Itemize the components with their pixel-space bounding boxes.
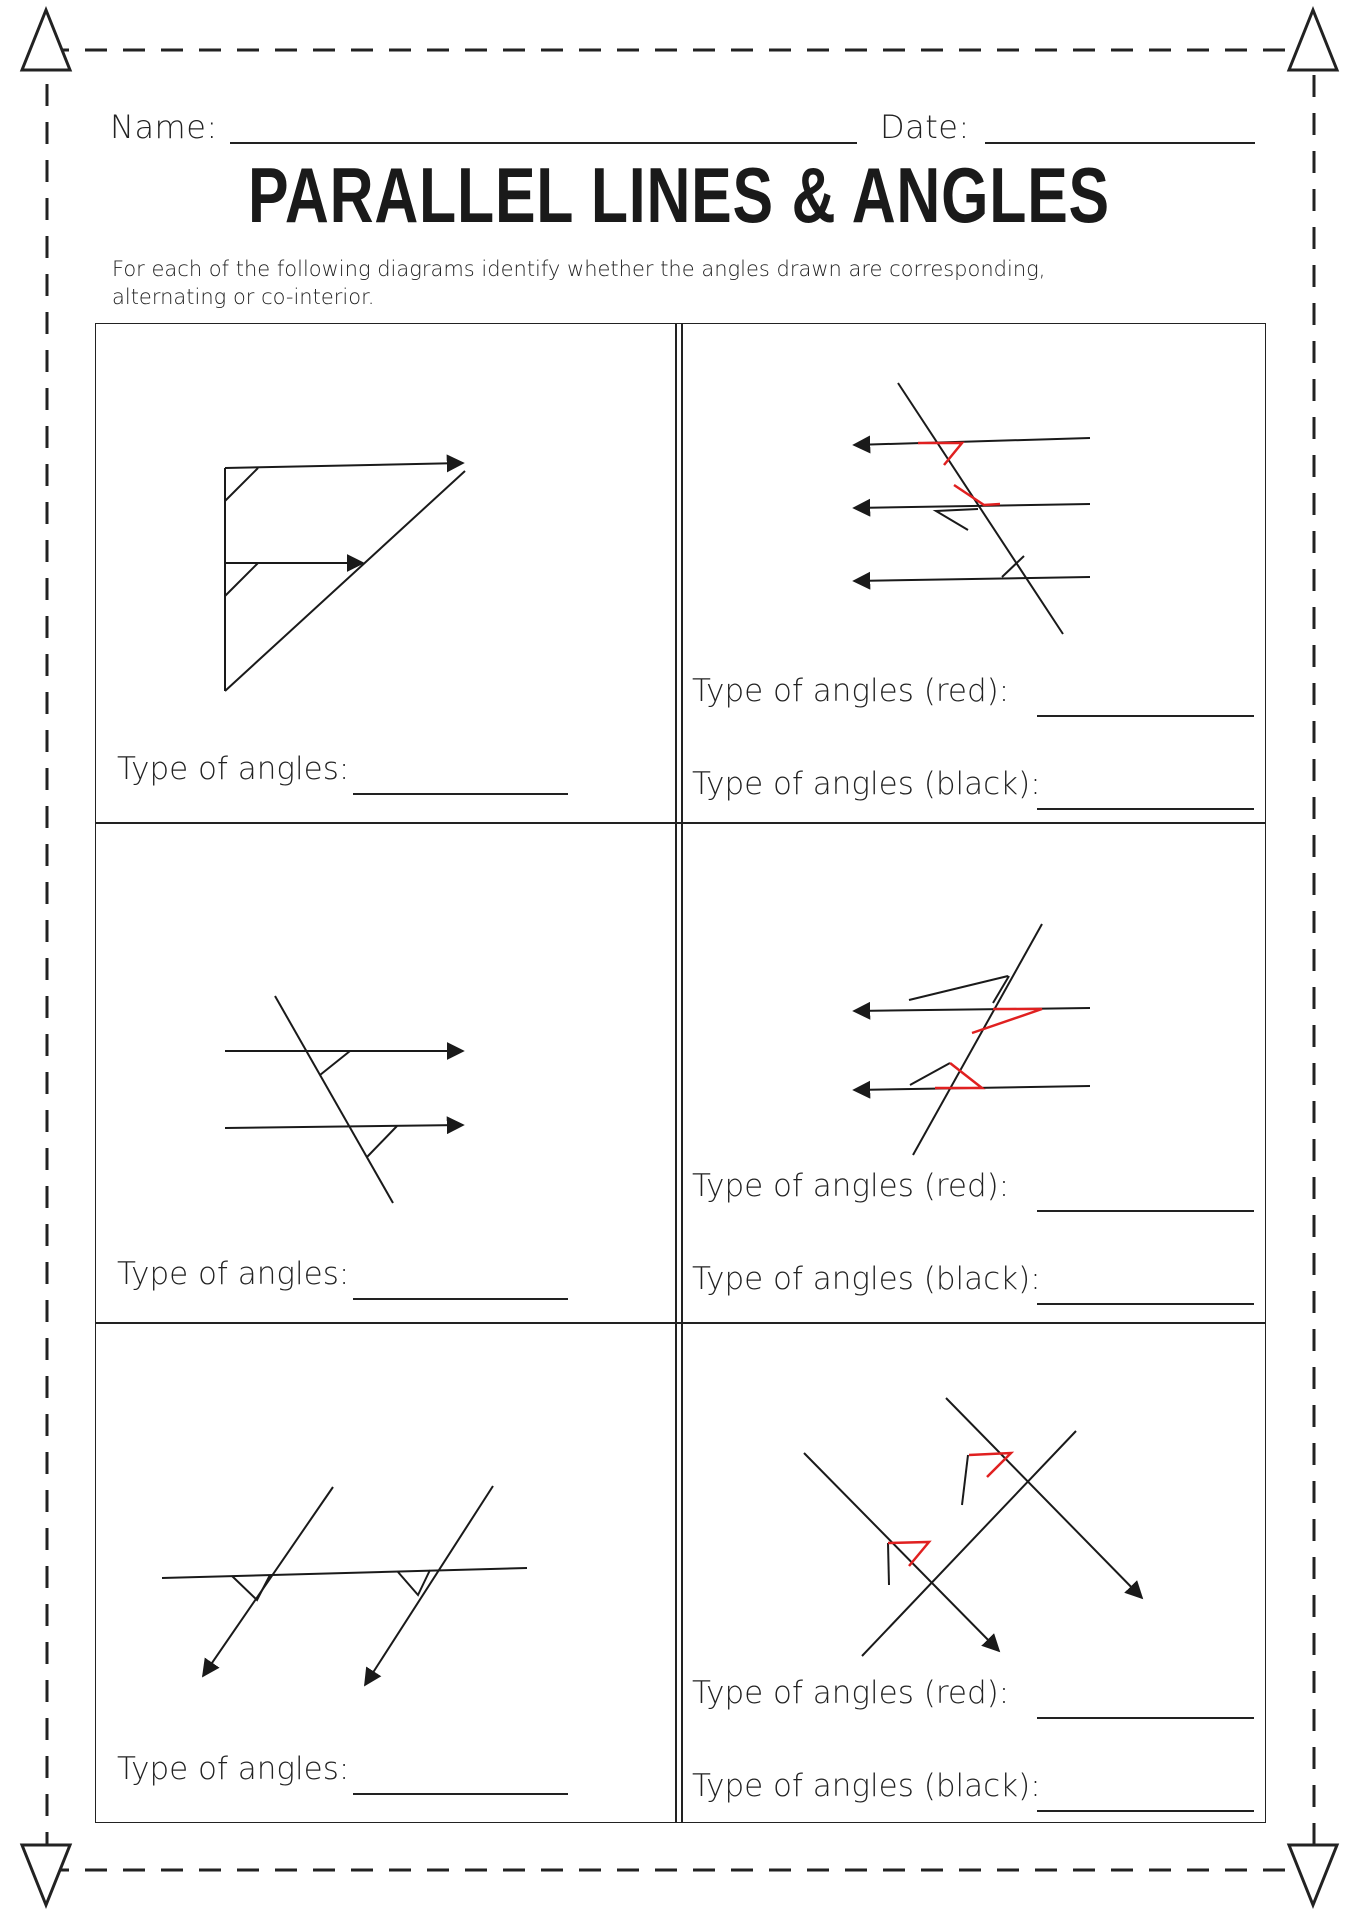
diagram-cell-1 (95, 323, 676, 823)
diagram-cell-2 (682, 323, 1266, 823)
corner-triangle-icon (22, 1845, 70, 1905)
angle-type-label-red: Type of angles (red): (692, 673, 1010, 709)
corner-triangle-icon (1289, 1845, 1337, 1905)
page-title: PARALLEL LINES & ANGLES (248, 151, 1110, 239)
answer-blank[interactable] (353, 1298, 568, 1300)
angle-type-label-red: Type of angles (red): (692, 1168, 1010, 1204)
instructions: For each of the following diagrams identify whether the angles drawn are corresponding, alternating or co-interior. (112, 257, 1046, 309)
angle-type-label: Type of angles: (117, 751, 350, 787)
angle-type-label: Type of angles: (117, 1256, 350, 1292)
date-blank-line[interactable] (985, 142, 1255, 144)
angle-type-label: Type of angles: (117, 1751, 350, 1787)
diagram-6 (682, 1323, 1266, 1823)
diagram-3 (95, 823, 676, 1323)
diagram-cell-6 (682, 1323, 1266, 1823)
worksheet-grid (95, 323, 1266, 1823)
answer-blank-red[interactable] (1037, 715, 1254, 717)
angle-type-label-black: Type of angles (black): (692, 1261, 1041, 1297)
answer-blank-black[interactable] (1037, 1303, 1254, 1305)
date-label: Date: (880, 108, 970, 146)
diagram-2 (682, 323, 1266, 823)
name-blank-line[interactable] (230, 142, 857, 144)
answer-blank-black[interactable] (1037, 808, 1254, 810)
angle-type-label-black: Type of angles (black): (692, 766, 1041, 802)
corner-triangle-icon (22, 10, 70, 70)
answer-blank[interactable] (353, 1793, 568, 1795)
diagram-1 (95, 323, 676, 823)
angle-type-label-red: Type of angles (red): (692, 1675, 1010, 1711)
diagram-4 (682, 823, 1266, 1323)
diagram-5 (95, 1323, 676, 1823)
answer-blank-red[interactable] (1037, 1717, 1254, 1719)
angle-type-label-black: Type of angles (black): (692, 1768, 1041, 1804)
diagram-cell-3 (95, 823, 676, 1323)
answer-blank-black[interactable] (1037, 1810, 1254, 1812)
name-label: Name: (110, 108, 218, 146)
diagram-cell-5 (95, 1323, 676, 1823)
answer-blank[interactable] (353, 793, 568, 795)
answer-blank-red[interactable] (1037, 1210, 1254, 1212)
corner-triangle-icon (1289, 10, 1337, 70)
diagram-cell-4 (682, 823, 1266, 1323)
